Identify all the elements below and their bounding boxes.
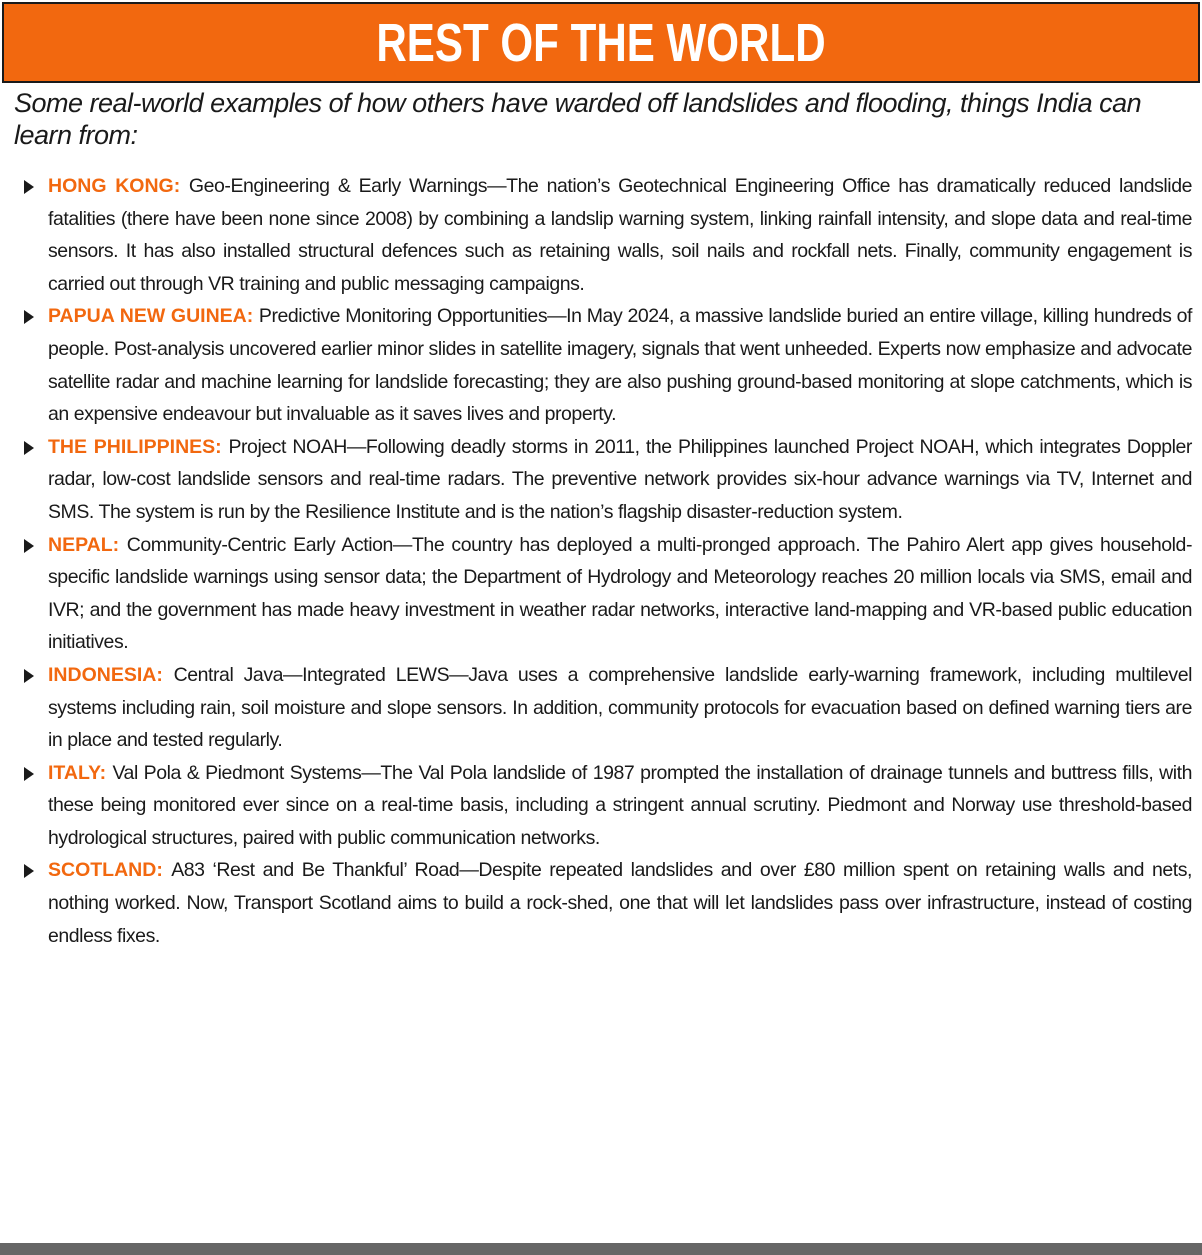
item-text: Geo-Engineering & Early Warnings—The nation’s Geotechnical Engineering Office has dramatically reduced landslide fatalities (there have been none since 2008) by combining a landslip warning system, linking rainfall intensity, and slope data and real-time sensors. It has also installed structural defences such as retaining walls, soil nails and rockfall nets. Finally, community engagement is carried out through VR training and public messaging campaigns. (48, 175, 1192, 295)
list-item (0, 431, 1202, 529)
item-text: Predictive Monitoring Opportunities—In May 2024, a massive landslide buried an entire village, killing hundreds of people. Post-analysis uncovered earlier minor slides in satellite imagery, signals that went unheeded. Experts now emphasize and advocate satellite radar and machine learning for landslide forecasting; they are also pushing ground-based monitoring at slope catchments, which is an expensive endeavour but invaluable as it saves lives and property. (48, 305, 1192, 426)
list-item (0, 757, 1202, 855)
country-label: SCOTLAND: (48, 859, 172, 882)
item-text: Project NOAH—Following deadly storms in 2011, the Philippines launched Project NOAH, which integrates Doppler radar, low-cost landslide sensors and real-time radars. The preventive network provides six-hour advance warnings via TV, Internet and SMS. The system is run by the Resilience Institute and is the nation’s flagship disaster-reduction system. (48, 435, 1192, 523)
country-label: INDONESIA: (48, 663, 174, 686)
bullet-arrow-icon (24, 310, 34, 324)
page-title: REST OF THE WORLD (376, 12, 826, 73)
item-text: A83 ‘Rest and Be Thankful’ Road—Despite repeated landslides and over £80 million spent on retaining walls and nets, nothing worked. Now, Transport Scotland aims to build a rock-shed, one that will let landslides pass over infrastructure, instead of costing endless fixes. (48, 859, 1192, 947)
country-list (0, 170, 1202, 952)
bullet-arrow-icon (24, 441, 34, 455)
country-label: HONG KONG: (48, 175, 189, 197)
bullet-arrow-icon (24, 767, 34, 781)
bullet-arrow-icon (24, 669, 34, 683)
country-label: NEPAL: (48, 533, 127, 556)
list-item (0, 170, 1202, 300)
country-label: ITALY: (48, 761, 113, 784)
footer-divider (0, 1243, 1202, 1255)
list-item (0, 529, 1202, 659)
bullet-arrow-icon (24, 539, 34, 553)
header-banner (2, 2, 1200, 83)
list-item (0, 854, 1202, 952)
item-text: Community-Centric Early Action—The country has deployed a multi-pronged approach. The Pahiro Alert app gives household-specific landslide warnings using sensor data; the Department of Hydrology and Meteorology reaches 20 million locals via SMS, email and IVR; and the government has made heavy investment in weather radar networks, interactive land-mapping and VR-based public education initiatives. (48, 533, 1192, 654)
item-text: Central Java—Integrated LEWS—Java uses a comprehensive landslide early-warning framework, including multilevel systems including rain, soil moisture and slope sensors. In addition, community protocols for evacuation based on defined warning tiers are in place and tested regularly. (48, 663, 1192, 752)
bullet-arrow-icon (24, 864, 34, 878)
country-label: THE PHILIPPINES: (48, 435, 229, 458)
intro-text: Some real-world examples of how others have warded off landslides and flooding, things India can learn from: (14, 88, 1142, 150)
bullet-arrow-icon (24, 180, 34, 194)
list-item (0, 300, 1202, 430)
item-text: Val Pola & Piedmont Systems—The Val Pola landslide of 1987 prompted the installation of drainage tunnels and buttress fills, with these being monitored ever since on a real-time basis, including a stringent annual scrutiny. Piedmont and Norway use threshold-based hydrological structures, paired with public communication networks. (48, 761, 1193, 849)
country-label: PAPUA NEW GUINEA: (48, 305, 259, 328)
list-item (0, 659, 1202, 757)
